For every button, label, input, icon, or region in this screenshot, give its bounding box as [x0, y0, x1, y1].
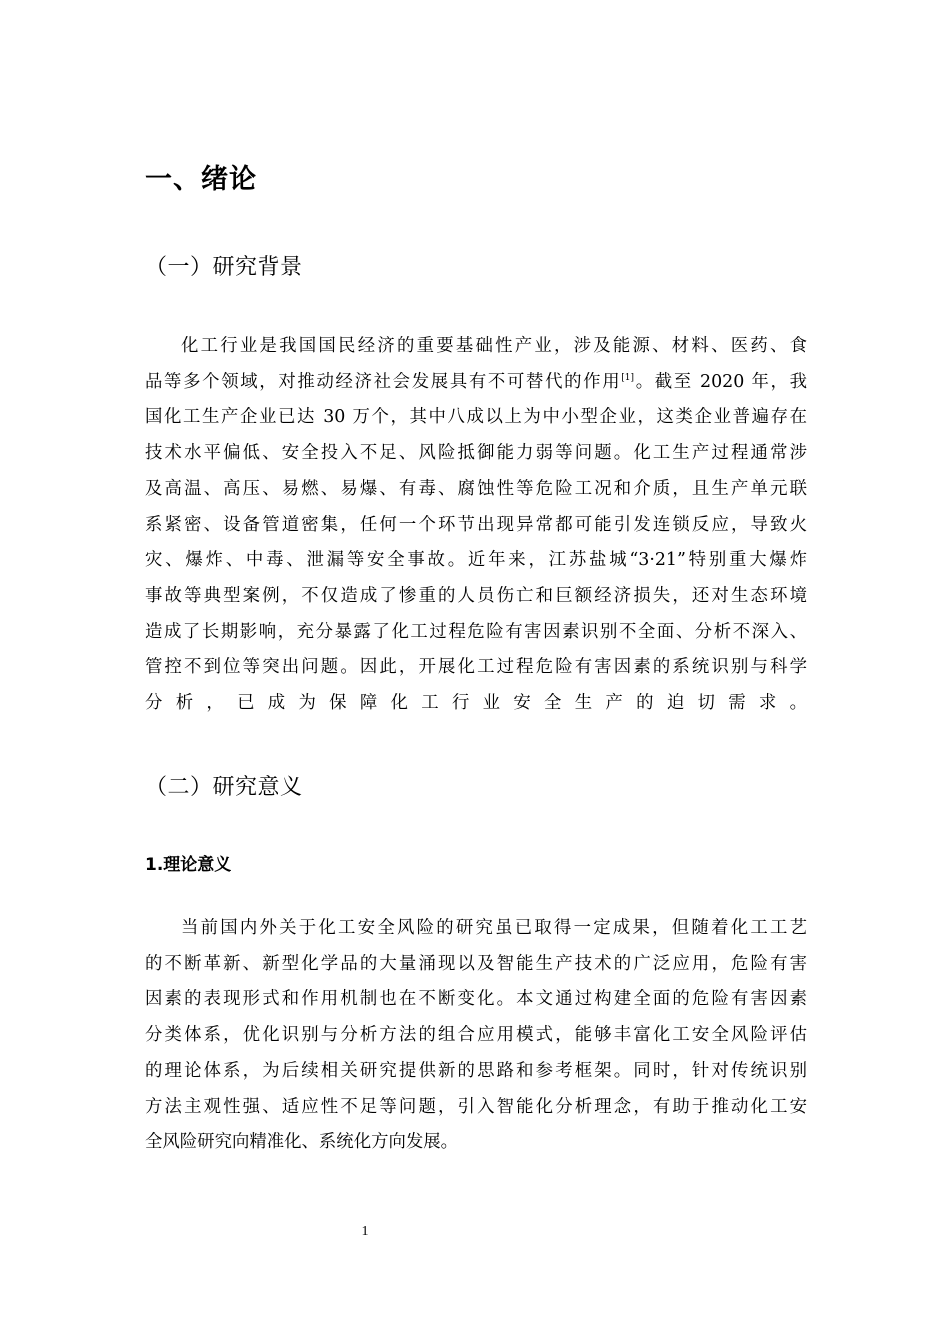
text-run: 。截至 2020 年，我	[634, 371, 807, 392]
text-line: 及高温、高压、易燃、易爆、有毒、腐蚀性等危险工况和介质，且生产单元联	[145, 478, 807, 499]
text-line: 化工行业是我国国民经济的重要基础性产业，涉及能源、材料、医药、食	[181, 336, 807, 356]
text-line	[145, 365, 807, 401]
paragraph-theory	[145, 911, 807, 1161]
citation-reference[interactable]: [1]	[621, 372, 635, 383]
text-run: 品等多个领域，对推动经济社会发展具有不可替代的作用	[145, 371, 622, 392]
section-title-background: （一）研究背景	[145, 255, 303, 280]
text-line: 当前国内外关于化工安全风险的研究虽已取得一定成果，但随着化工工艺	[181, 918, 807, 938]
chapter-title: 一、绪论	[145, 164, 257, 195]
text-line: 事故等典型案例，不仅造成了惨重的人员伤亡和巨额经济损失，还对生态环境	[145, 585, 807, 606]
text-line: 造成了长期影响，充分暴露了化工过程危险有害因素识别不全面、分析不深入、	[145, 621, 807, 642]
text-line: 系紧密、设备管道密集，任何一个环节出现异常都可能引发连锁反应，导致火	[145, 514, 807, 535]
paragraph-background	[145, 329, 807, 722]
section-title-significance: （二）研究意义	[145, 775, 303, 800]
text-line: 国化工生产企业已达 30 万个，其中八成以上为中小型企业，这类企业普遍存在	[145, 407, 807, 428]
text-line: 管控不到位等突出问题。因此，开展化工过程危险有害因素的系统识别与科学	[145, 657, 807, 678]
text-line: 全风险研究向精准化、系统化方向发展。	[145, 1132, 459, 1153]
text-line: 分析，已成为保障化工行业安全生产的迫切需求。	[145, 693, 807, 714]
text-line: 方法主观性强、适应性不足等问题，引入智能化分析理念，有助于推动化工安	[145, 1096, 807, 1117]
page-number: 1	[361, 1224, 369, 1239]
subsection-title-theory: 1.理论意义	[145, 855, 232, 875]
text-line: 的理论体系，为后续相关研究提供新的思路和参考框架。同时，针对传统识别	[145, 1060, 807, 1081]
text-line: 分类体系，优化识别与分析方法的组合应用模式，能够丰富化工安全风险评估	[145, 1025, 807, 1046]
text-line: 灾、爆炸、中毒、泄漏等安全事故。近年来，江苏盐城“3·21”特别重大爆炸	[145, 550, 807, 571]
text-line: 因素的表现形式和作用机制也在不断变化。本文通过构建全面的危险有害因素	[145, 989, 807, 1010]
text-line: 技术水平偏低、安全投入不足、风险抵御能力弱等问题。化工生产过程通常涉	[145, 443, 807, 464]
text-line: 的不断革新、新型化学品的大量涌现以及智能生产技术的广泛应用，危险有害	[145, 953, 807, 974]
